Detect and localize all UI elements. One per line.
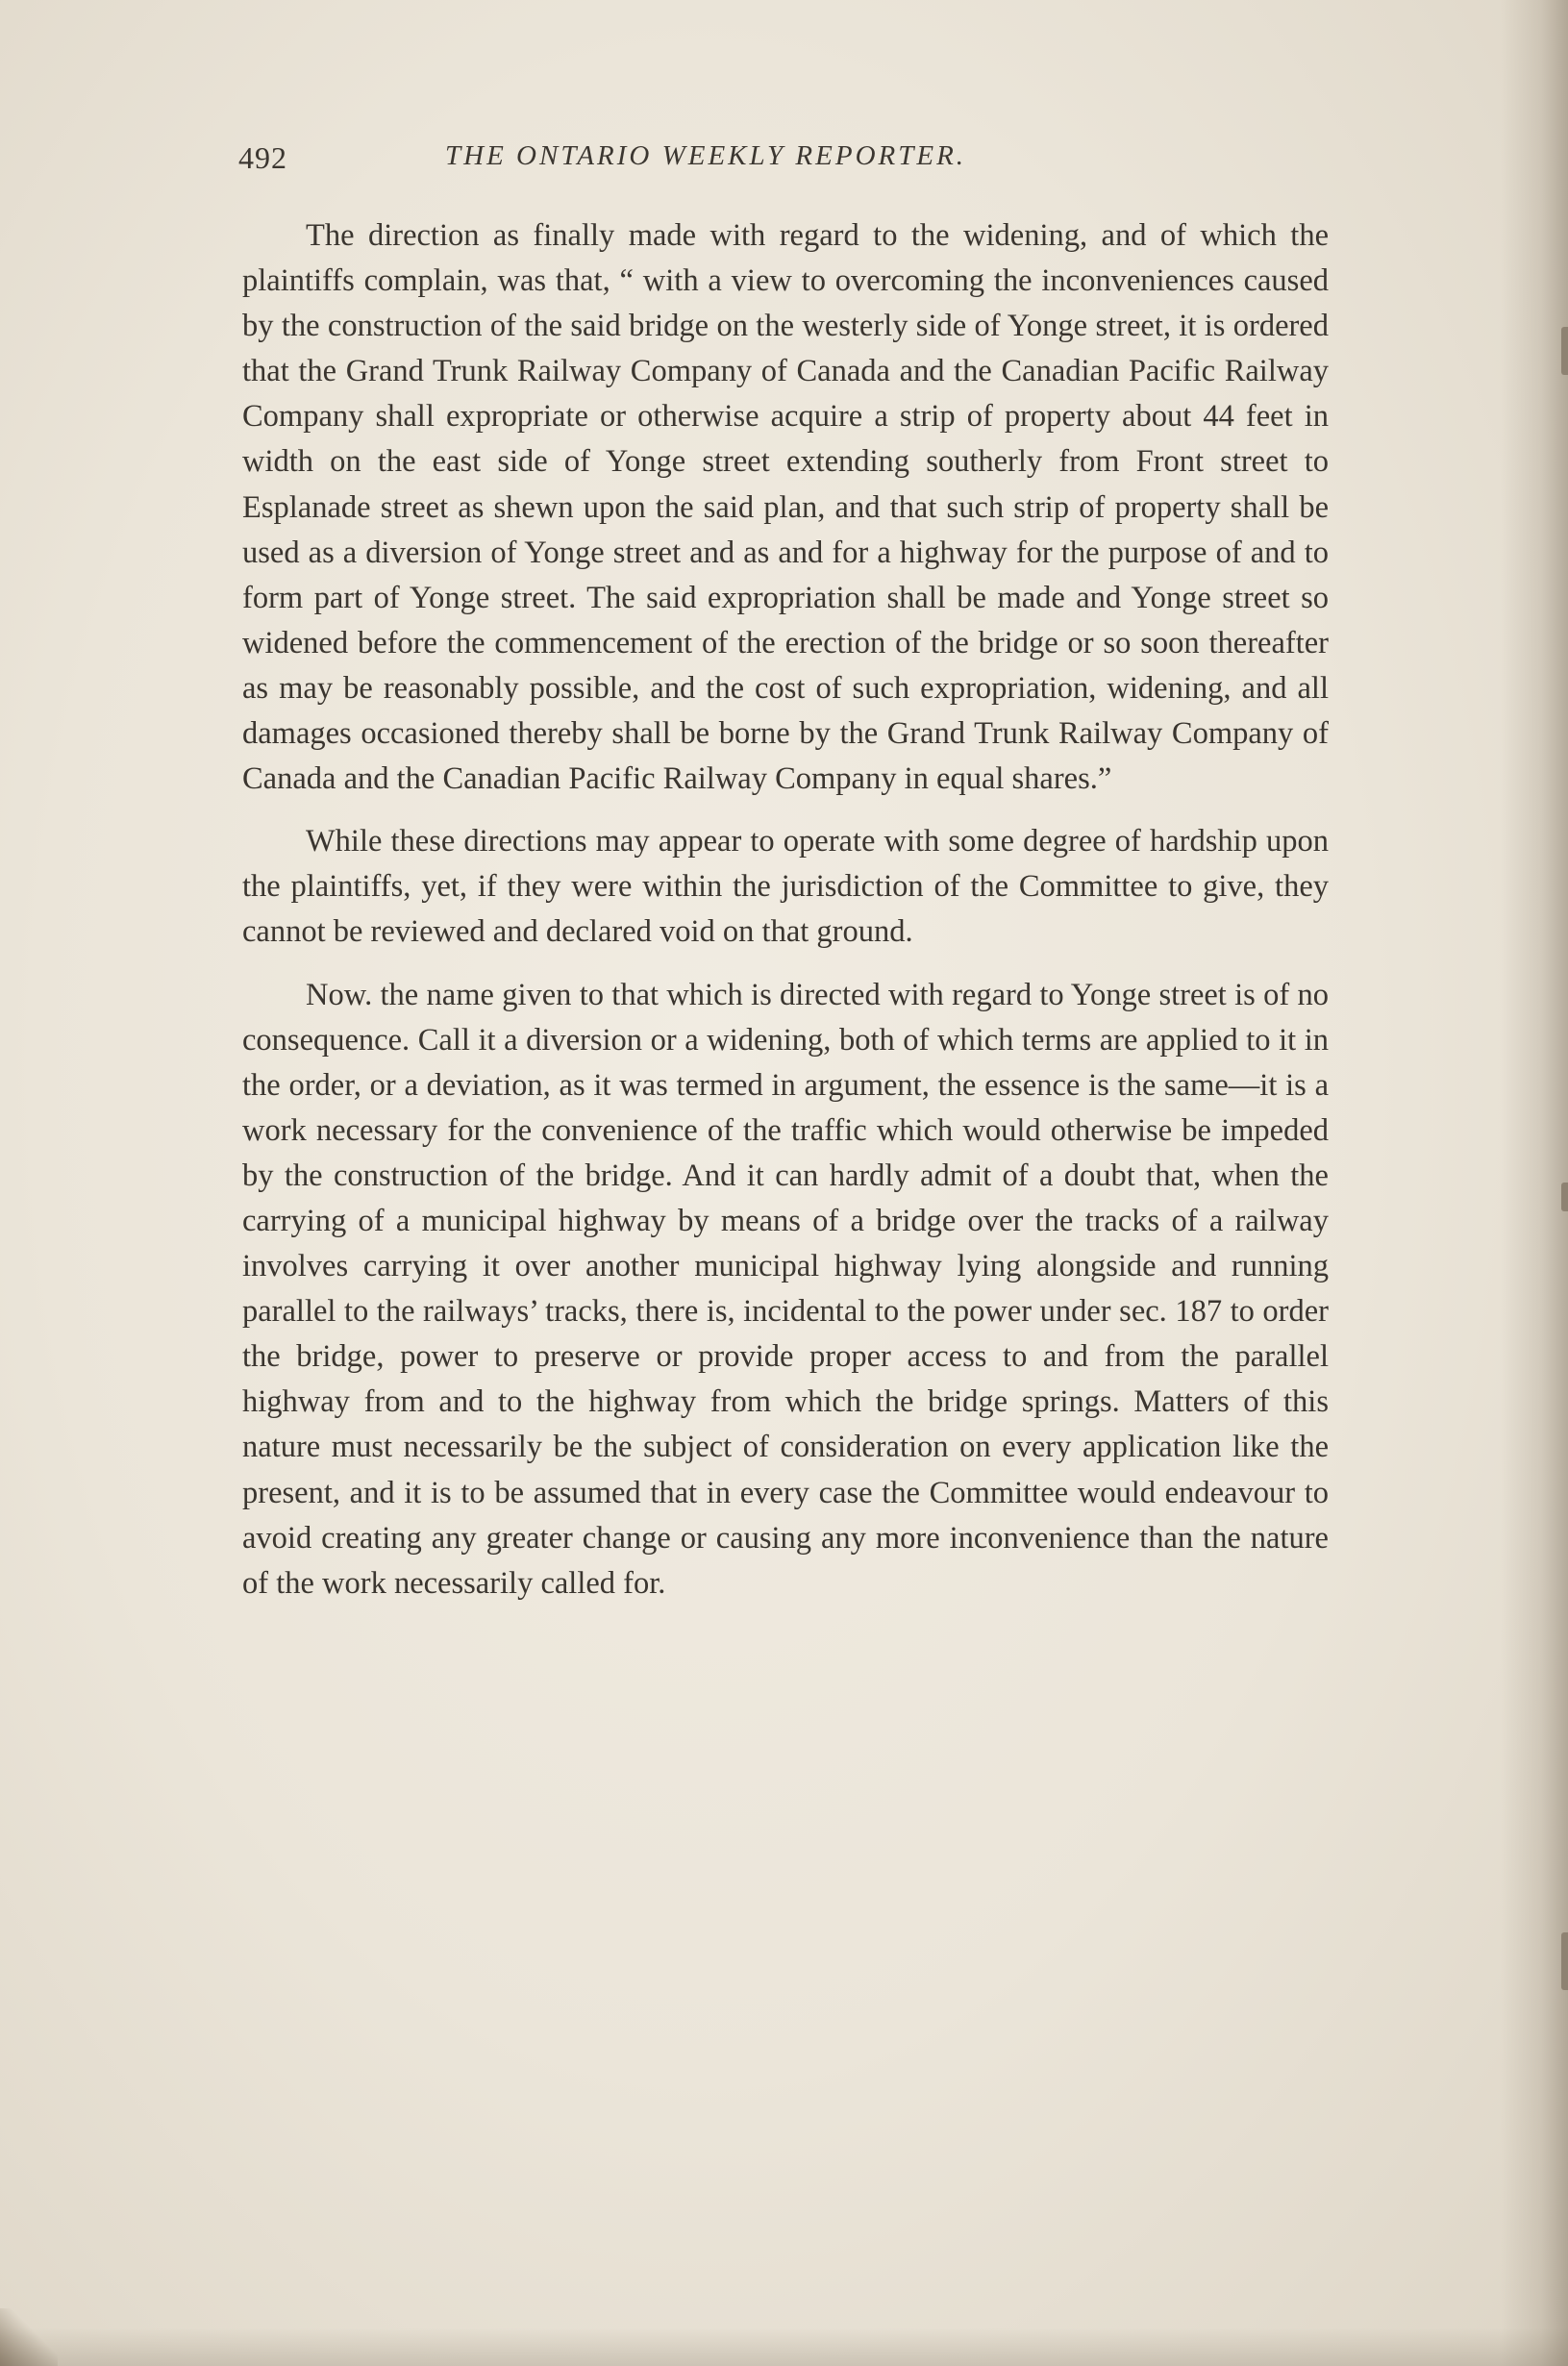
running-head: THE ONTARIO WEEKLY REPORTER. — [445, 140, 967, 171]
paragraph: Now. the name given to that which is directed with regard to Yonge street is of no consequence. Call it a diversion or a widening, both of which terms are applied to it in the order, or a deviation, as it was termed in argument, the essence is the same—it is a work necessary for the convenience of the traffic which would otherwise be impeded by the construction of the bridge. And it can hardly admit of a doubt that, when the carrying of a municipal highway by means of a bridge over the tracks of a railway involves carrying it over another municipal highway lying alongside and running parallel to the railways’ tracks, there is, incidental to the power under sec. 187 to order the bridge, power to preserve or provide proper access to and from the parallel highway from and to the highway from which the bridge springs. Matters of this nature must necessarily be the subject of consideration on every application like the present, and it is to be assumed that in every case the Committee would endeavour to avoid creating any greater change or causing any more inconvenience than the nature of the work necessarily called for. — [242, 977, 1329, 1601]
page-bottom-shadow — [0, 2328, 1568, 2366]
edge-mark — [1561, 1932, 1568, 1990]
paragraph: While these directions may appear to operate with some degree of hardship upon the plaintiffs, yet, if they were within the jurisdiction of the Committee to give, they cannot be reviewed and declared void on that ground. — [242, 824, 1329, 950]
page-header — [238, 140, 1334, 188]
paragraph: The direction as finally made with regard to the widening, and of which the plaintiffs complain, was that, “ with a view to overcoming the inconveniences caused by the construction of the said bridge on the westerly side of Yonge street, it is ordered that the Grand Trunk Railway Company of Canada and the Canadian Pacific Railway Company shall expropriate or otherwise acquire a strip of property about 44 feet in width on the east side of Yonge street extending southerly from Front street to Esplanade street as shewn upon the said plan, and that such strip of property shall be used as a diversion of Yonge street and as and for a highway for the purpose of and to form part of Yonge street. The said expropriation shall be made and Yonge street so widened before the commencement of the erection of the bridge or so soon thereafter as may be reasonably possible, and the cost of such expropriation, widening, and all damages occasioned thereby shall be borne by the Grand Trunk Railway Company of Canada and the Canadian Pacific Railway Company in equal shares.” — [242, 218, 1329, 797]
edge-mark — [1561, 1183, 1568, 1211]
page-number: 492 — [238, 140, 287, 175]
page-corner-shadow — [0, 2308, 58, 2366]
page-edge-shadow — [1501, 0, 1568, 2366]
edge-mark — [1561, 327, 1568, 375]
body-text — [242, 213, 1329, 1606]
